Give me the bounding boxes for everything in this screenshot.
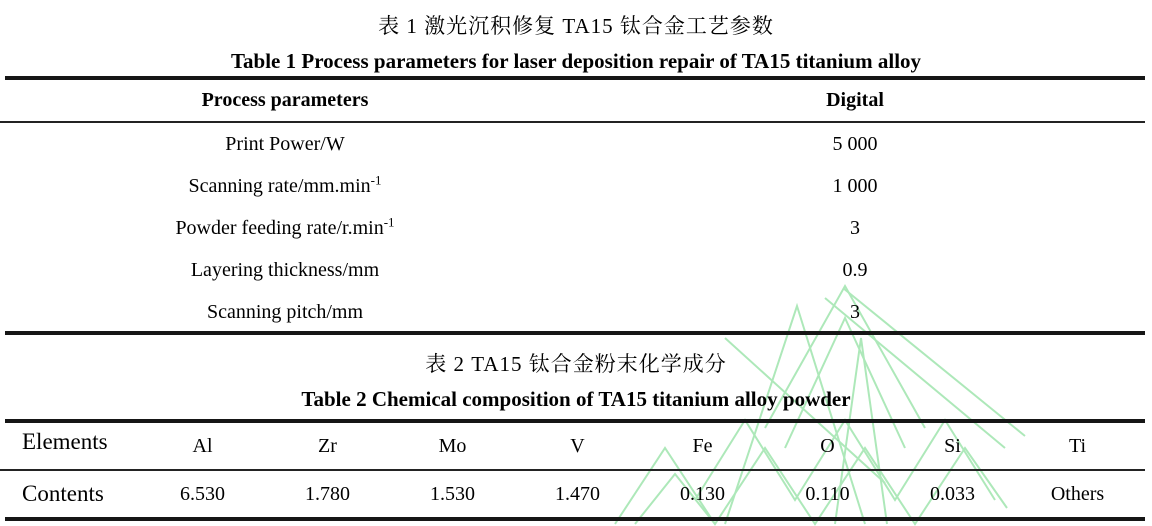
content-value: 0.033 [930,482,975,505]
param-superscript: -1 [370,171,382,187]
param-text: Layering thickness/mm [190,258,380,281]
table1-col-header-process-parameters: Process parameters [201,89,369,111]
table1-col-header-digital: Digital [826,89,884,111]
table1-bottom-rule [5,331,1145,335]
element-symbol: Ti [1068,434,1087,457]
table-row [0,207,1140,249]
param-text: Scanning pitch/mm [206,300,364,323]
table2-title-en: Table 2 Chemical composition of TA15 titanium alloy powder [301,387,851,411]
table2-elements-row [0,423,1140,469]
table1-param-label [0,133,570,156]
table2-title-cn: 表 2 TA15 钛合金粉末化学成分 [425,352,727,376]
content-value: 0.130 [680,482,725,505]
content-value: 6.530 [180,482,225,505]
table1-header-row [0,80,1140,121]
table1-param-value: 3 [850,216,860,239]
table1-param-label [0,171,570,198]
param-superscript: -1 [383,213,395,229]
table2-row-header-contents: Contents [22,481,104,506]
content-value: 0.110 [805,482,850,505]
element-symbol: Al [192,434,213,457]
content-value: 1.470 [555,482,600,505]
element-symbol: Fe [692,434,713,457]
table1-param-value: 0.9 [842,258,868,281]
element-symbol: V [570,434,585,457]
table-row [0,123,1140,165]
table1-param-label [0,301,570,324]
table1-param-value: 3 [850,300,860,323]
table1-param-value: 5 000 [832,132,878,155]
table2-bottom-rule [5,517,1145,521]
table1-param-value: 1 000 [832,174,878,197]
element-symbol: Si [944,434,961,457]
table1-param-label [0,259,570,282]
param-text: Powder feeding rate/r.min [175,216,384,239]
table1-param-label [0,213,570,240]
table2-row-header-elements: Elements [22,429,108,454]
table-row [0,165,1140,207]
element-symbol: Mo [438,434,467,457]
param-text: Scanning rate/mm.min [188,174,371,197]
element-symbol: O [820,434,835,457]
content-value: 1.780 [305,482,350,505]
content-value: Others [1050,482,1105,505]
table1-title-en: Table 1 Process parameters for laser deposition repair of TA15 titanium alloy [230,49,922,73]
table-row [0,249,1140,291]
table2-contents-row [0,471,1140,517]
table1-title-cn: 表 1 激光沉积修复 TA15 钛合金工艺参数 [378,14,774,38]
table-row [0,291,1140,333]
element-symbol: Zr [318,434,337,457]
param-text: Print Power/W [225,132,345,155]
content-value: 1.530 [430,482,475,505]
